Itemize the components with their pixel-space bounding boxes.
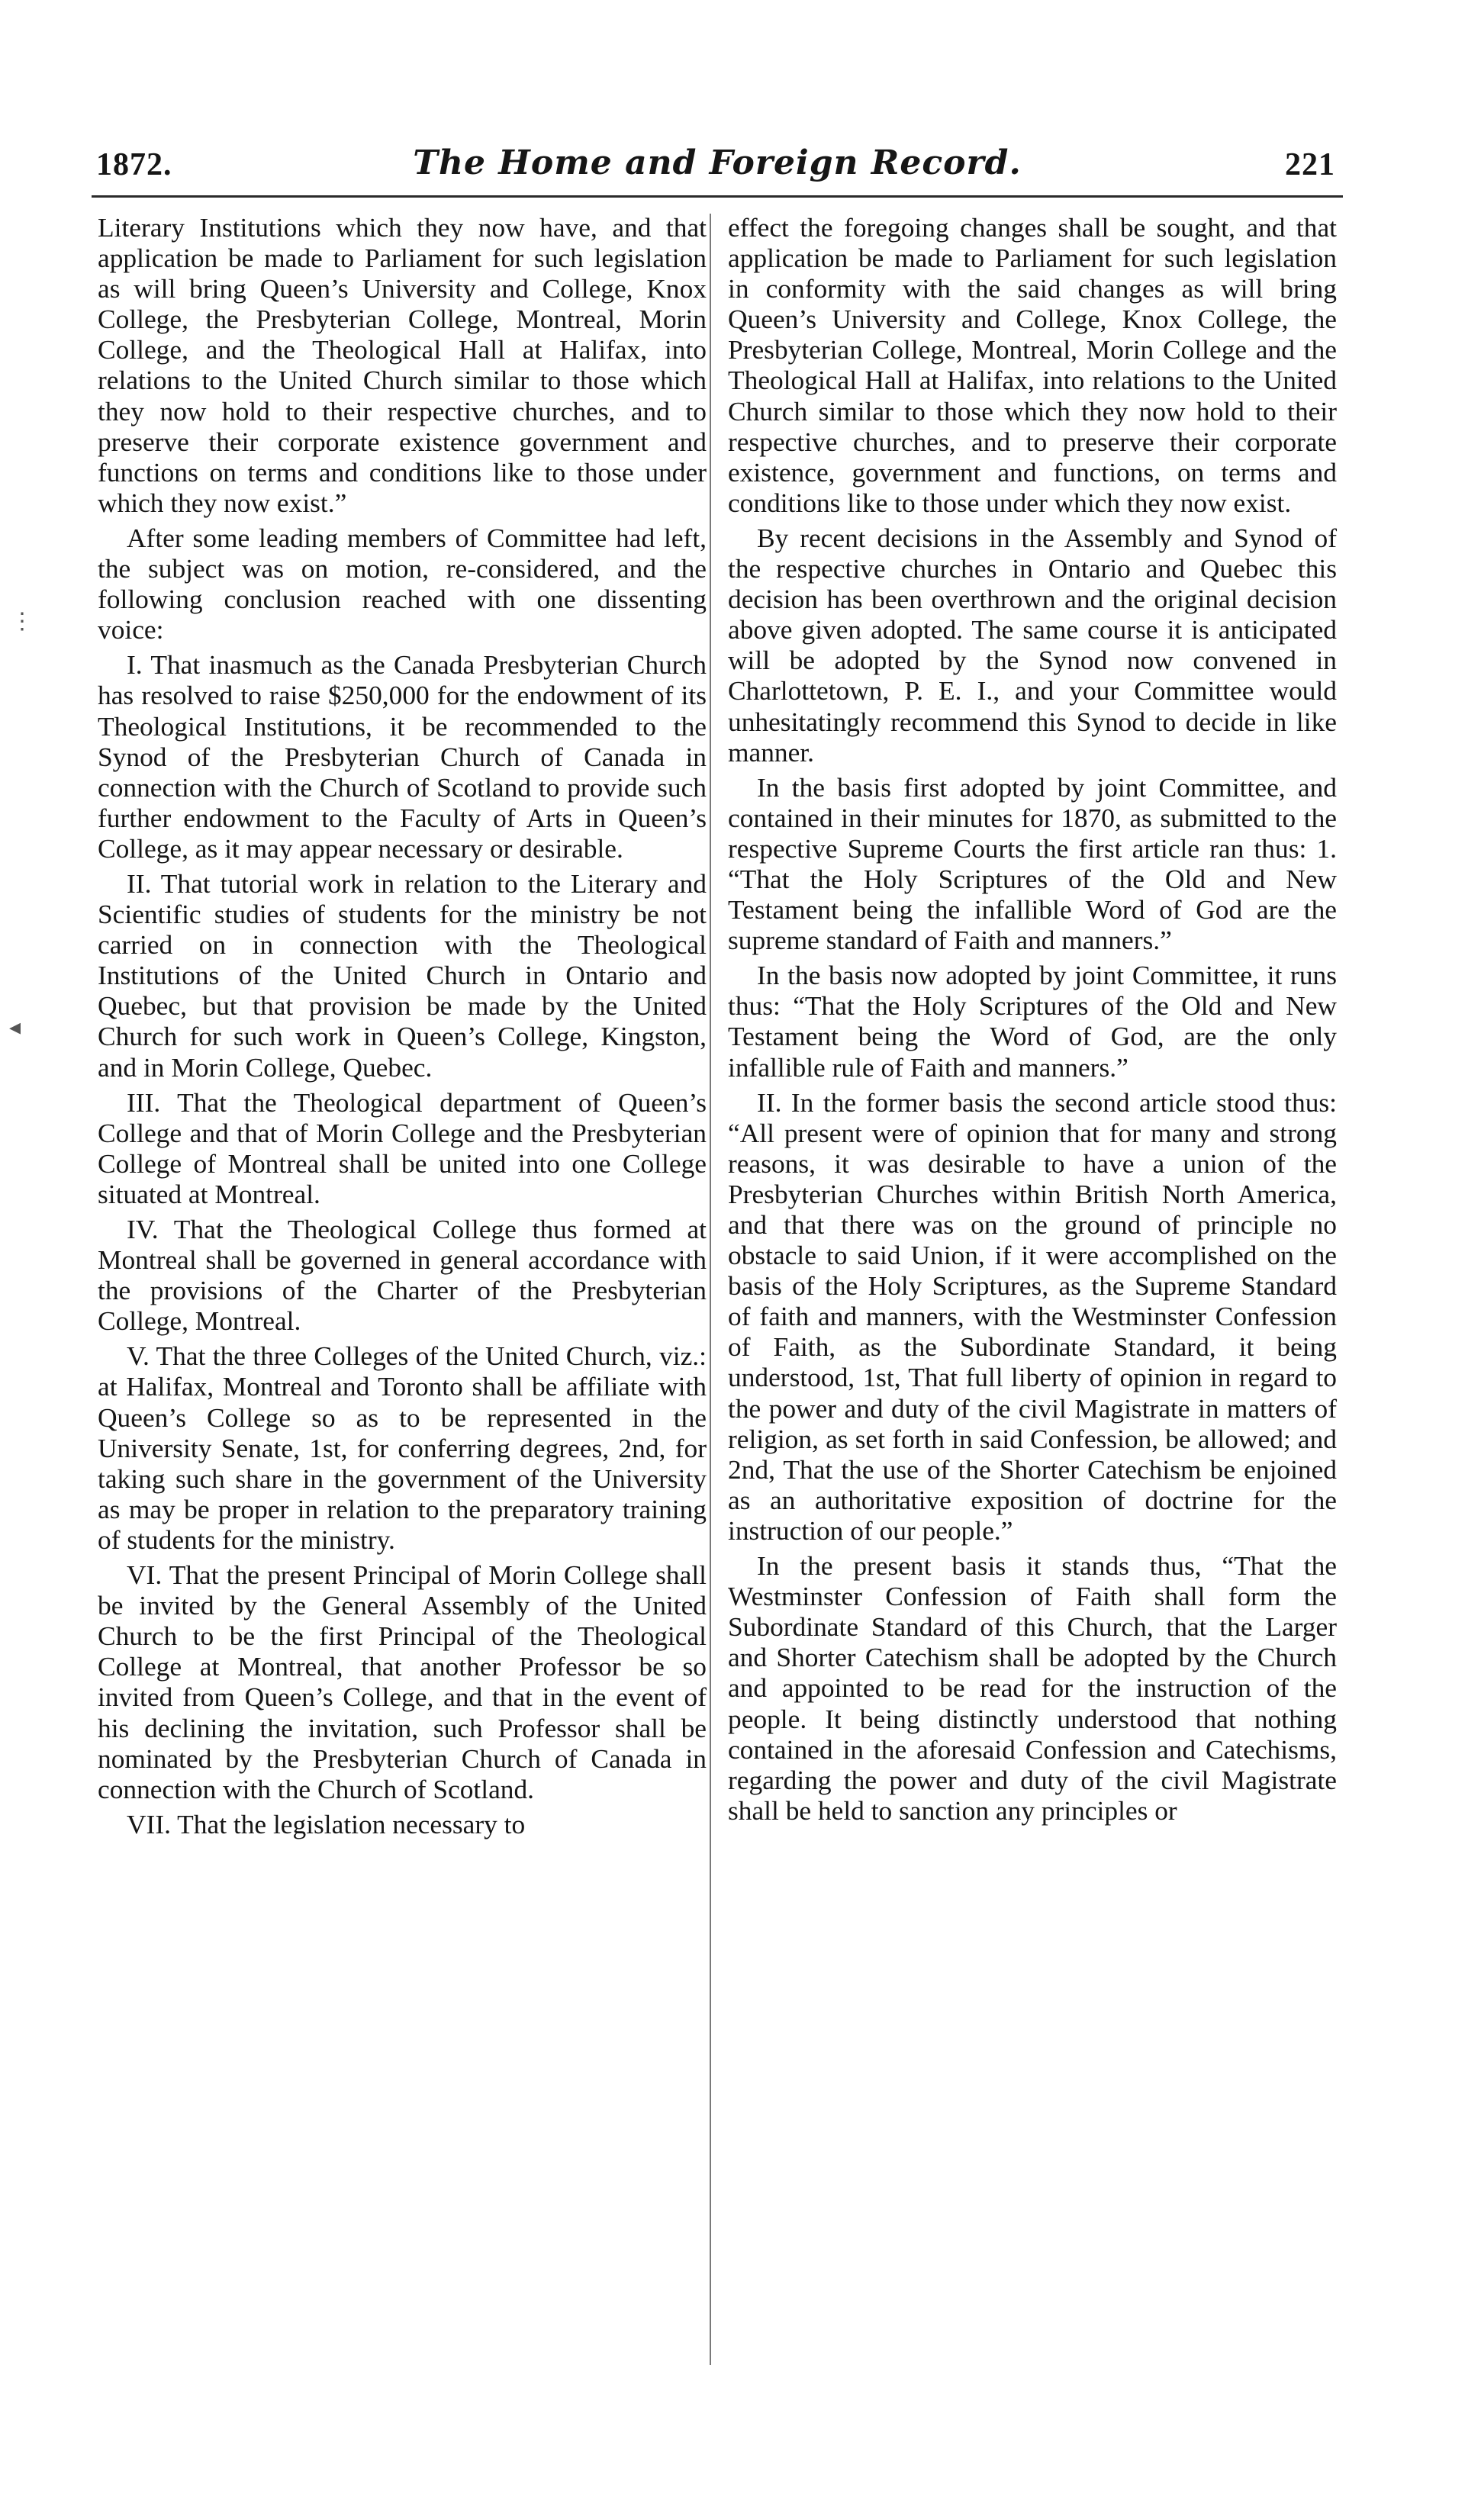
paragraph: In the basis first adopted by joint Committee, and contained in their minutes for 1870, as submitted to the respective Supreme Courts the first article ran thus: 1. “That the Holy Scriptures of the Old and New Testament being the infallible Word of God are the supreme standard of Faith and manners.” — [728, 771, 1337, 956]
column-divider — [710, 214, 711, 2365]
paragraph: By recent decisions in the Assembly and Synod of the respective churches in Ontario and Quebec this decision has been overthrown and the original decision above given adopted. The same course it is anticipated will be adopted by the Synod now convened in Charlottetown, P. E. I., and your Committee would unhesitatingly recommend this Synod to decide in like manner. — [728, 522, 1337, 768]
paragraph: I. That inasmuch as the Canada Presbyterian Church has resolved to raise $250,000 for the endowment of its Theological Institutions, it be recommended to the Synod of the Presbyterian Church of Canada in connection with the Church of Scotland to provide such further endowment to the Faculty of Arts in Queen’s College, as it may appear necessary or desirable. — [98, 649, 707, 864]
paragraph: In the present basis it stands thus, “That the Westminster Confession of Faith shall form the Subordinate Standard of this Church, that the Larger and Shorter Catechism shall be adopted by the Church and appointed to be read for the instruction of the people. It being distinctly understood that nothing contained in the aforesaid Confession and Catechisms, regarding the power and duty of the civil Magistrate shall be held to sanction any principles or — [728, 1550, 1337, 1826]
left-column — [98, 212, 707, 1844]
paragraph: In the basis now adopted by joint Committee, it runs thus: “That the Holy Scriptures of the Old and New Testament being the Word of God, are the only infallible rule of Faith and manners.” — [728, 960, 1337, 1083]
right-column — [728, 212, 1337, 1830]
margin-speck-mark: ⋮ — [11, 609, 34, 634]
paragraph: After some leading members of Committee had left, the subject was on motion, re-considered, and the following conclusion reached with one dissenting voice: — [98, 522, 707, 645]
running-header — [92, 143, 1343, 198]
paragraph: VI. That the present Principal of Morin College shall be invited by the General Assembly of the United Church to be the first Principal of the Theological College at Montreal, that another Professor be so invited from Queen’s College, and that in the event of his declining the invitation, such Professor shall be nominated by the Presbyterian Church of Canada in connection with the Church of Scotland. — [98, 1559, 707, 1804]
paragraph: III. That the Theological department of Queen’s College and that of Morin College and the Presbyterian College of Montreal shall be united into one College situated at Montreal. — [98, 1086, 707, 1209]
paragraph: Literary Institutions which they now have, and that application be made to Parliament for such legislation as will bring Queen’s University and College, Knox College, the Presbyterian College, Montreal, Morin College, and the Theological Hall at Halifax, into relations to the United Church similar to those which they now hold to their respective churches, and to preserve their corporate existence government and functions on terms and conditions like to those under which they now exist.” — [98, 212, 707, 518]
header-title: The Home and Foreign Record. — [413, 143, 1022, 182]
paragraph: effect the foregoing changes shall be sought, and that application be made to Parliament for such legislation in conformity with the said changes as will bring Queen’s University and College, Knox College, the Presbyterian College, Montreal, Morin College and the Theological Hall at Halifax, into relations to the United Church similar to those which they now hold to their respective churches, and to preserve their corporate existence, government and functions, on terms and conditions like to those under which they now exist. — [728, 212, 1337, 518]
paragraph: II. In the former basis the second article stood thus: “All present were of opinion that for many and strong reasons, it was desirable to have a union of the Presbyterian Churches within British North America, and that there was on the ground of principle no obstacle to said Union, if it were accomplished on the basis of the Holy Scriptures, as the Supreme Standard of faith and manners, with the Westminster Confession of Faith, as the Subordinate Standard, it being understood, 1st, That full liberty of opinion in regard to the power and duty of the civil Magistrate in matters of religion, as set forth in said Confession, be allowed; and 2nd, That the use of the Shorter Catechism be enjoined as an authoritative exposition of doctrine for the instruction of our people.” — [728, 1086, 1337, 1546]
paragraph: V. That the three Colleges of the United Church, viz.: at Halifax, Montreal and Toronto shall be affiliate with Queen’s College so as to be represented in the University Senate, 1st, for conferring degrees, 2nd, for taking such share in the government of the University as may be proper in relation to the preparatory training of students for the ministry. — [98, 1340, 707, 1555]
header-year: 1872. — [96, 147, 172, 182]
paragraph: IV. That the Theological College thus formed at Montreal shall be governed in general accordance with the provisions of the Charter of the Presbyterian College, Montreal. — [98, 1214, 707, 1337]
margin-arrow-mark: ◂ — [9, 1015, 21, 1040]
paragraph: II. That tutorial work in relation to the Literary and Scientific studies of students for the ministry be not carried on in connection with the Theological Institutions of the United Church in Ontario and Quebec, but that provision be made by the United Church for such work in Queen’s College, Kingston, and in Morin College, Quebec. — [98, 867, 707, 1083]
paragraph: VII. That the legislation necessary to — [127, 1808, 526, 1839]
header-page-number: 221 — [1285, 147, 1335, 182]
